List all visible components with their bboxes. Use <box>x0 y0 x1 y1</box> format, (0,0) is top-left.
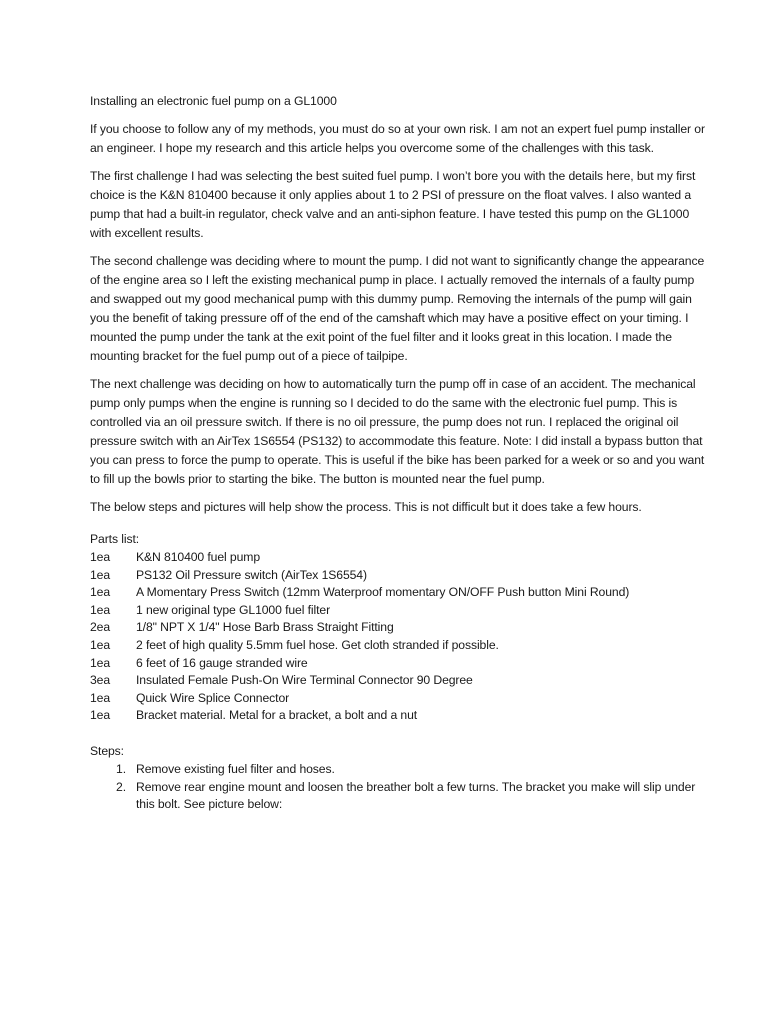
part-quantity: 1ea <box>90 655 111 670</box>
parts-list-item <box>90 672 710 690</box>
part-description: 1 new original type GL1000 fuel filter <box>136 602 331 617</box>
part-description: PS132 Oil Pressure switch (AirTex 1S6554) <box>136 567 367 582</box>
part-quantity: 1ea <box>90 637 111 652</box>
parts-list-item <box>90 584 710 602</box>
step-item <box>90 761 710 779</box>
part-quantity: 1ea <box>90 567 111 582</box>
part-quantity: 1ea <box>90 550 111 564</box>
parts-list-item <box>90 619 710 637</box>
steps-heading: Steps: <box>90 743 124 758</box>
part-description: 1/8" NPT X 1/4" Hose Barb Brass Straight Fitting <box>136 620 394 635</box>
part-description: Insulated Female Push-On Wire Terminal Connector 90 Degree <box>136 673 473 688</box>
paragraph-second-challenge: The second challenge was deciding where to mount the pump. I did not want to significantly change the appearance of the engine area so I left the existing mechanical pump in place. I actually removed the internals of a faulty pump and swapped out my good mechanical pump with this dummy pump. Removing the internals of the pump will gain you the benefit of taking pressure off of the end of the camshaft which may have a positive effect on your timing. I mounted the pump under the tank at the exit point of the fuel filter and it looks great in this location. I made the mounting bracket for the fuel pump out of a piece of tailpipe. <box>90 254 705 363</box>
parts-list-item <box>90 707 710 725</box>
paragraph-disclaimer: If you choose to follow any of my methods, you must do so at your own risk. I am not an expert fuel pump installer or an engineer. I hope my research and this article helps you overcome some of the challenges with this task. <box>90 122 705 155</box>
part-quantity: 1ea <box>90 708 111 723</box>
parts-list-item <box>90 655 710 673</box>
step-text: Remove rear engine mount and loosen the breather bolt a few turns. The bracket you make will slip under this bolt. See picture below: <box>136 779 696 812</box>
parts-list-item <box>90 637 710 655</box>
part-quantity: 1ea <box>90 585 111 600</box>
part-description: Quick Wire Splice Connector <box>136 690 290 705</box>
parts-list-item <box>90 690 710 708</box>
step-number: 2. <box>116 779 126 794</box>
parts-list-item <box>90 602 710 620</box>
part-quantity: 2ea <box>90 620 111 635</box>
steps-list <box>90 761 710 814</box>
part-description: A Momentary Press Switch (12mm Waterproof momentary ON/OFF Push button Mini Round) <box>136 585 630 600</box>
document-page <box>90 92 710 814</box>
paragraph-first-challenge: The first challenge I had was selecting the best suited fuel pump. I won’t bore you with the details here, but my first choice is the K&N 810400 because it only applies about 1 to 2 PSI of pressure on the float valves. I also wanted a pump that had a built-in regulator, check valve and an anti-siphon feature. I have tested this pump on the GL1000 with excellent results. <box>90 169 696 240</box>
step-item <box>90 779 710 814</box>
part-description: 6 feet of 16 gauge stranded wire <box>136 655 308 670</box>
paragraph-steps-intro: The below steps and pictures will help show the process. This is not difficult but it does take a few hours. <box>90 500 642 514</box>
document-title: Installing an electronic fuel pump on a GL1000 <box>90 94 337 108</box>
step-number: 1. <box>116 761 126 776</box>
part-quantity: 1ea <box>90 690 111 705</box>
parts-list-item <box>90 567 710 585</box>
part-quantity: 3ea <box>90 673 111 688</box>
part-description: K&N 810400 fuel pump <box>136 550 261 564</box>
parts-list <box>90 549 710 725</box>
part-quantity: 1ea <box>90 602 111 617</box>
parts-list-item <box>90 549 710 567</box>
step-text: Remove existing fuel filter and hoses. <box>136 761 335 776</box>
paragraph-next-challenge: The next challenge was deciding on how to automatically turn the pump off in case of an accident. The mechanical pump only pumps when the engine is running so I decided to do the same with the electronic fuel pump. This is controlled via an oil pressure switch. If there is no oil pressure, the pump does not run. I replaced the original oil pressure switch with an AirTex 1S6554 (PS132) to accommodate this feature. Note: I did install a bypass button that you can press to force the pump to operate. This is useful if the bike has been parked for a week or so and you want to fill up the bowls prior to starting the bike. The button is mounted near the fuel pump. <box>90 377 705 486</box>
parts-list-heading: Parts list: <box>90 532 140 546</box>
part-description: Bracket material. Metal for a bracket, a bolt and a nut <box>136 708 418 723</box>
part-description: 2 feet of high quality 5.5mm fuel hose. Get cloth stranded if possible. <box>136 637 499 652</box>
